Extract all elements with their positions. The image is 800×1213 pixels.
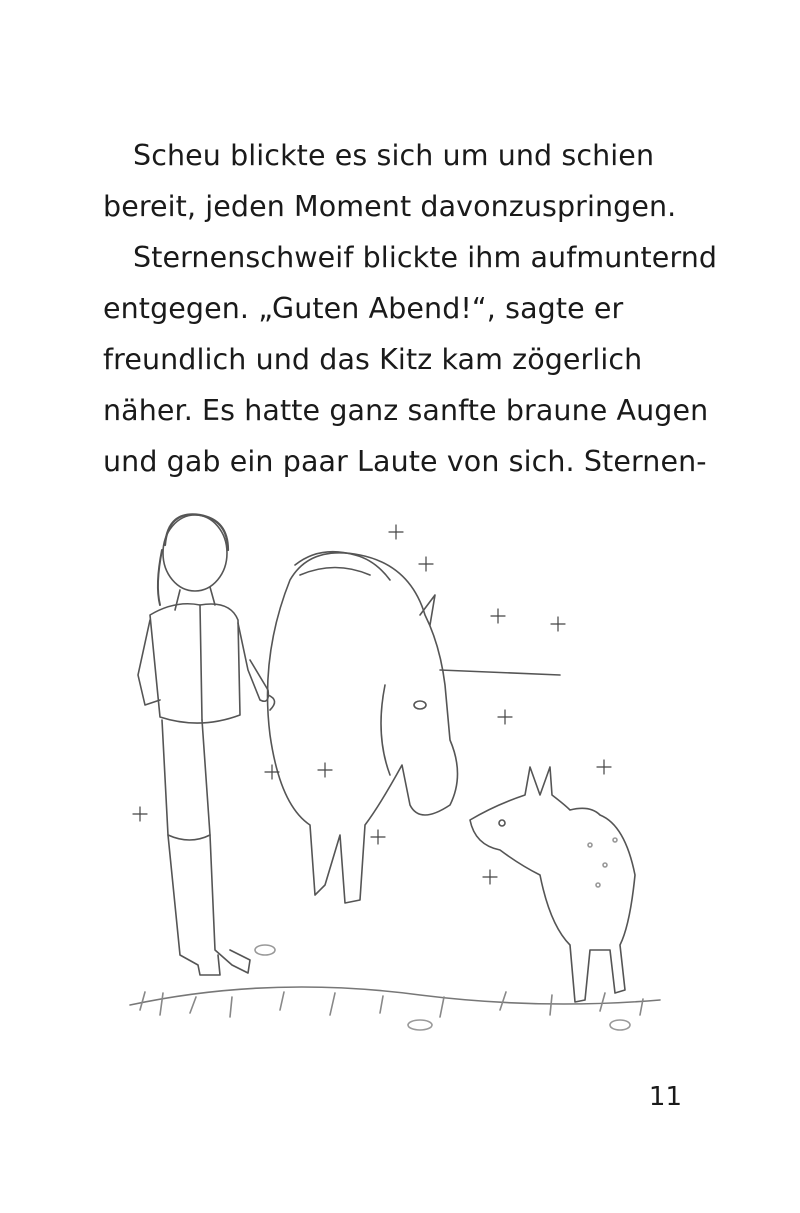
text-line: näher. Es hatte ganz sanfte braune Augen: [103, 394, 709, 427]
text-line: entgegen. „Guten Abend!“, sagte er: [103, 292, 624, 325]
text-line: Sternenschweif blickte ihm aufmunternd: [133, 241, 718, 274]
text-line: und gab ein paar Laute von sich. Sternen-: [103, 445, 707, 478]
text-line: bereit, jeden Moment davonzuspringen.: [103, 190, 677, 223]
unicorn-figure: [268, 552, 561, 903]
fawn-figure: [470, 767, 635, 1002]
page-number: 11: [648, 1082, 682, 1112]
girl-figure: [138, 514, 275, 975]
text-line: freundlich und das Kitz kam zögerlich: [103, 343, 643, 376]
body-text: [103, 130, 718, 487]
text-line: Scheu blickte es sich um und schien: [133, 139, 655, 172]
sparkles: [133, 525, 611, 884]
pencil-illustration-girl-unicorn-fawn: [120, 505, 690, 1045]
